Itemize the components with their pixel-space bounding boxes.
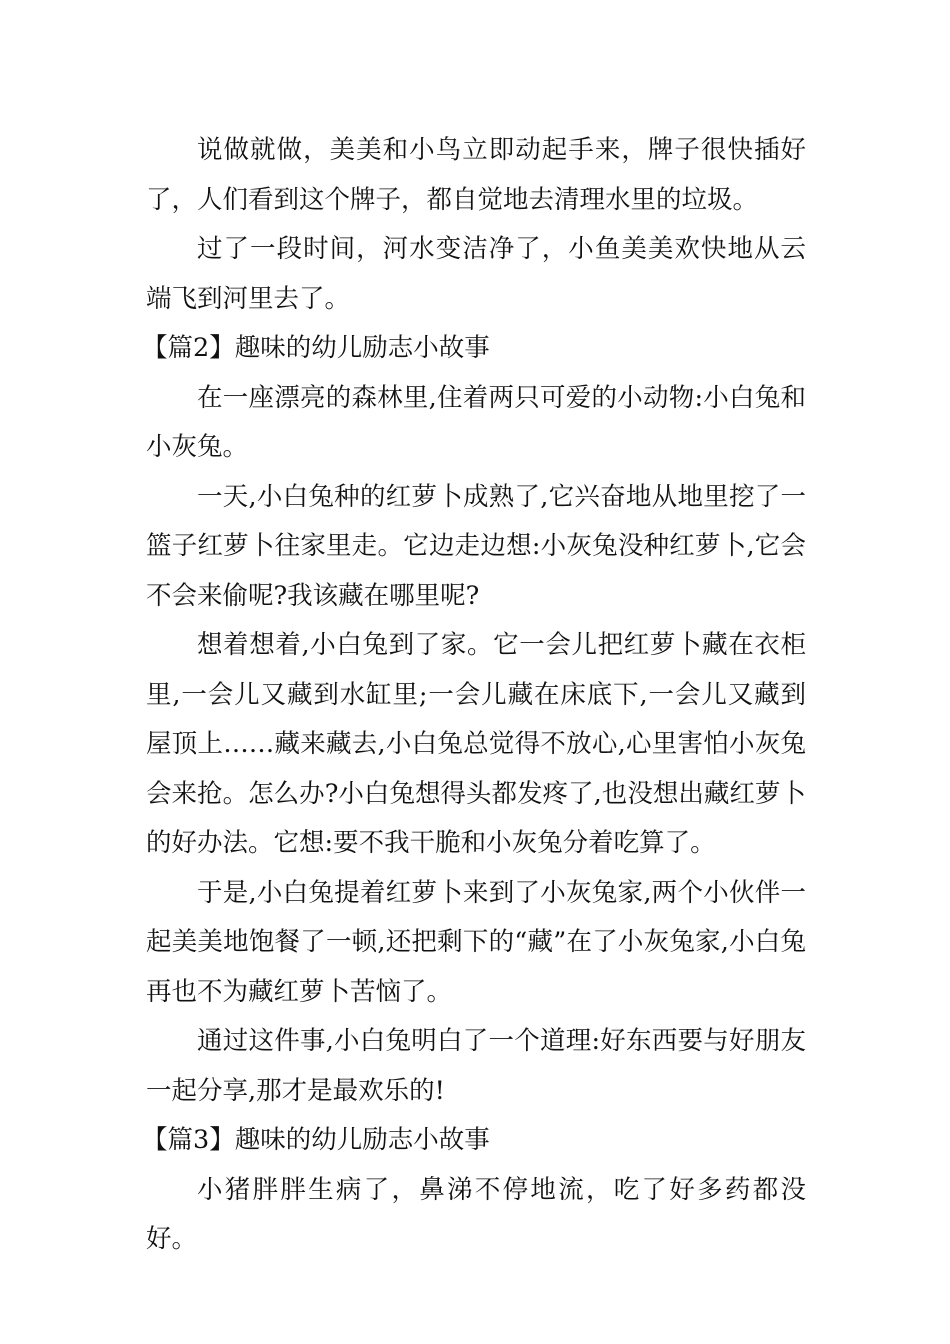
paragraph: 小猪胖胖生病了，鼻涕不停地流，吃了好多药都没好。 [146, 1174, 806, 1254]
paragraph: 于是,小白兔提着红萝卜来到了小灰兔家,两个小伙伴一起美美地饱餐了一顿,还把剩下的“藏”在了小灰兔家,小白兔再也不为藏红萝卜苦恼了。 [146, 877, 806, 1007]
paragraph: 通过这件事,小白兔明白了一个道理:好东西要与好朋友一起分享,那才是最欢乐的! [146, 1026, 806, 1106]
section-heading: 【篇3】趣味的幼儿励志小故事 [142, 1125, 490, 1155]
paragraph: 想着想着,小白兔到了家。它一会儿把红萝卜藏在衣柜里,一会儿又藏到水缸里;一会儿藏在床底下,一会儿又藏到屋顶上……藏来藏去,小白兔总觉得不放心,心里害怕小灰兔会来抢。怎么办?小白兔想得头都发疼了,也没想出藏红萝卜的好办法。它想:要不我干脆和小灰兔分着吃算了。 [146, 630, 806, 858]
document-page [142, 126, 806, 1265]
paragraph: 说做就做，美美和小鸟立即动起手来，牌子很快插好了，人们看到这个牌子，都自觉地去清理水里的垃圾。 [146, 135, 806, 215]
paragraph: 在一座漂亮的森林里,住着两只可爱的小动物:小白兔和小灰兔。 [146, 382, 806, 462]
paragraph: 一天,小白兔种的红萝卜成熟了,它兴奋地从地里挖了一篮子红萝卜往家里走。它边走边想:小灰兔没种红萝卜,它会不会来偷呢?我该藏在哪里呢? [146, 481, 806, 611]
paragraph: 过了一段时间，河水变洁净了，小鱼美美欢快地从云端飞到河里去了。 [146, 234, 806, 314]
section-heading: 【篇2】趣味的幼儿励志小故事 [142, 333, 490, 363]
